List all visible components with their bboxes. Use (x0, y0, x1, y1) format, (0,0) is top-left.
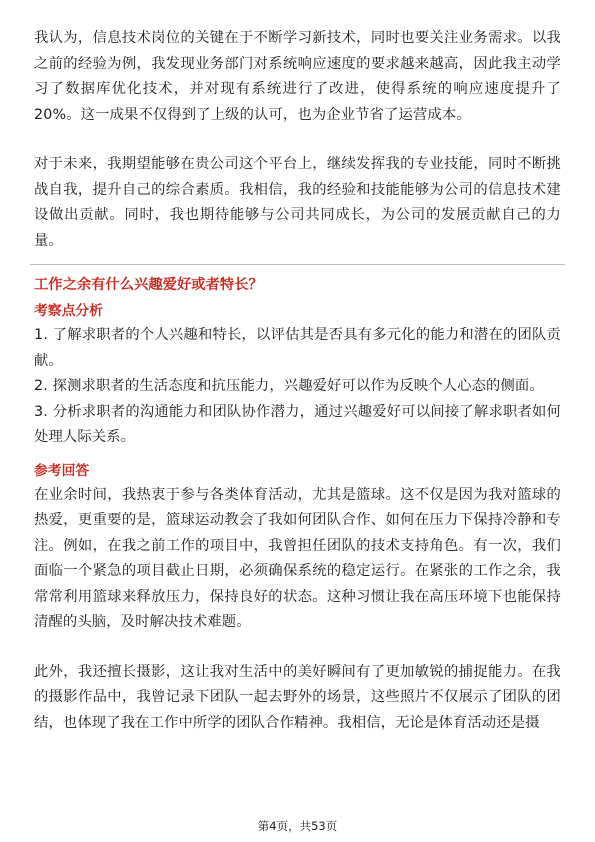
analysis-title: 考察点分析 (34, 303, 103, 319)
analysis-item: 2. 探测求职者的生活态度和抗压能力，兴趣爱好可以作为反映个人心态的侧面。 (34, 378, 544, 394)
page-number: 第4页，共53页 (257, 819, 338, 833)
body-paragraph-2: 对于未来，我期望能够在贵公司这个平台上，继续发挥我的专业技能，同时不断挑战自我，提升自己的综合素质。我相信，我的经验和技能能够为公司的信息技术建设做出贡献。同时，我也期待能够与公司共同成长，为公司的发展贡献自己的力量。 (34, 156, 561, 249)
section-divider (30, 264, 565, 265)
answer-title: 参考回答 (34, 462, 90, 479)
analysis-list (34, 323, 561, 451)
body-paragraph-1: 我认为，信息技术岗位的关键在于不断学习新技术，同时也要关注业务需求。以我之前的经验为例，我发现业务部门对系统响应速度的要求越来越高，因此我主动学习了数据库优化技术，并对现有系统进行了改进，使得系统的响应速度提升了20%。这一成果不仅得到了上级的认可，也为企业节省了运营成本。 (34, 30, 561, 123)
document-page (34, 26, 561, 736)
question-heading: 工作之余有什么兴趣爱好或者特长？ (34, 277, 263, 293)
analysis-item: 3. 分析求职者的沟通能力和团队协作潜力，通过兴趣爱好可以间接了解求职者如何处理人际关系。 (34, 403, 561, 445)
analysis-item: 1. 了解求职者的个人兴趣和特长，以评估其是否具有多元化的能力和潜在的团队贡献。 (34, 327, 561, 369)
answer-paragraph-2: 此外，我还擅长摄影，这让我对生活中的美好瞬间有了更加敏锐的捕捉能力。在我的摄影作品中，我曾记录下团队一起去野外的场景，这些照片不仅展示了团队的团结，也体现了我在工作中所学的团队合作精神。我相信，无论是体育活动还是摄 (34, 663, 561, 731)
answer-paragraph-1: 在业余时间，我热衷于参与各类体育活动，尤其是篮球。这不仅是因为我对篮球的热爱，更重要的是，篮球运动教会了我如何团队合作、如何在压力下保持冷静和专注。例如，在我之前工作的项目中，我曾担任团队的技术支持角色。有一次，我们面临一个紧急的项目截止日期，必须确保系统的稳定运行。在紧张的工作之余，我常常利用篮球来释放压力，保持良好的状态。这种习惯让我在高压环境下也能保持清醒的头脑，及时解决技术难题。 (34, 486, 561, 630)
